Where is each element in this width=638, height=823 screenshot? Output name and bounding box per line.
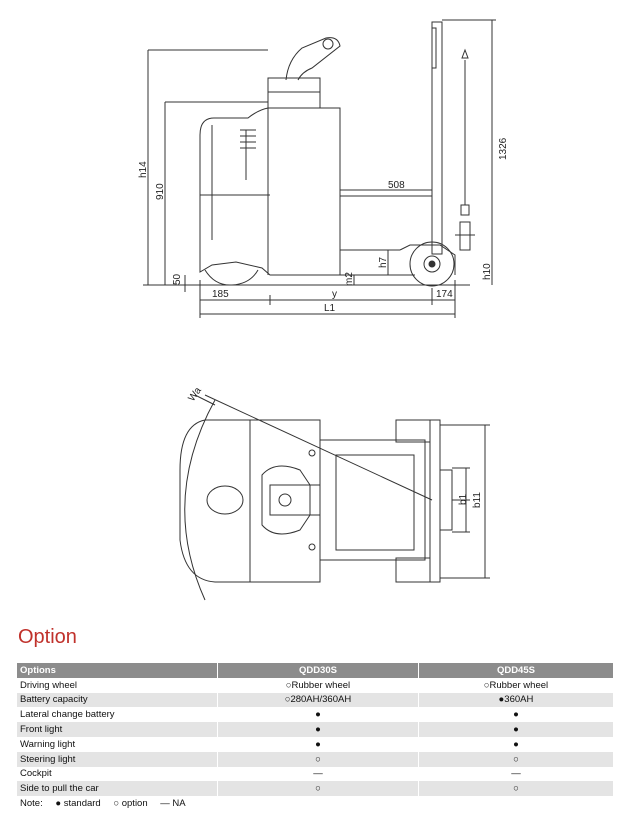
option-table	[17, 663, 614, 811]
table-row: Lateral change battery ● ●	[17, 707, 614, 722]
table-row: Cockpit — —	[17, 767, 614, 782]
dim-h14: h14	[138, 161, 149, 178]
dim-b11: b11	[472, 492, 483, 508]
table-row: Steering light ○ ○	[17, 752, 614, 767]
dim-h10: h10	[482, 263, 493, 280]
dim-1326: 1326	[498, 137, 509, 160]
dim-wa: Wa	[186, 385, 204, 404]
table-row: Driving wheel ○Rubber wheel ○Rubber wheel	[17, 678, 614, 693]
note-row	[17, 796, 614, 811]
col-qdd45s: QDD45S	[418, 663, 613, 678]
dim-185: 185	[212, 289, 229, 300]
top-view-tractor	[180, 395, 490, 600]
note-label: Note:	[20, 798, 43, 810]
dim-y: y	[332, 289, 337, 300]
col-options: Options	[17, 663, 218, 678]
dim-h7: h7	[378, 256, 389, 268]
col-qdd30s: QDD30S	[218, 663, 419, 678]
option-title: Option	[18, 626, 77, 648]
dim-174: 174	[436, 289, 453, 300]
side-view-tractor	[143, 20, 496, 318]
dim-l1: L1	[324, 303, 336, 314]
table-row: Battery capacity ○280AH/360AH ●360AH	[17, 693, 614, 708]
note-option: ○ option	[113, 798, 148, 810]
dim-910: 910	[155, 183, 166, 200]
table-row: Side to pull the car ○ ○	[17, 781, 614, 796]
dim-b1: b1	[458, 493, 469, 505]
note-standard: ● standard	[55, 798, 101, 810]
note-na: — NA	[160, 798, 186, 810]
dim-m2: m2	[344, 272, 355, 286]
dim-50: 50	[172, 273, 183, 285]
table-row: Warning light ● ●	[17, 737, 614, 752]
dim-508: 508	[388, 180, 405, 191]
table-row: Front light ● ●	[17, 722, 614, 737]
